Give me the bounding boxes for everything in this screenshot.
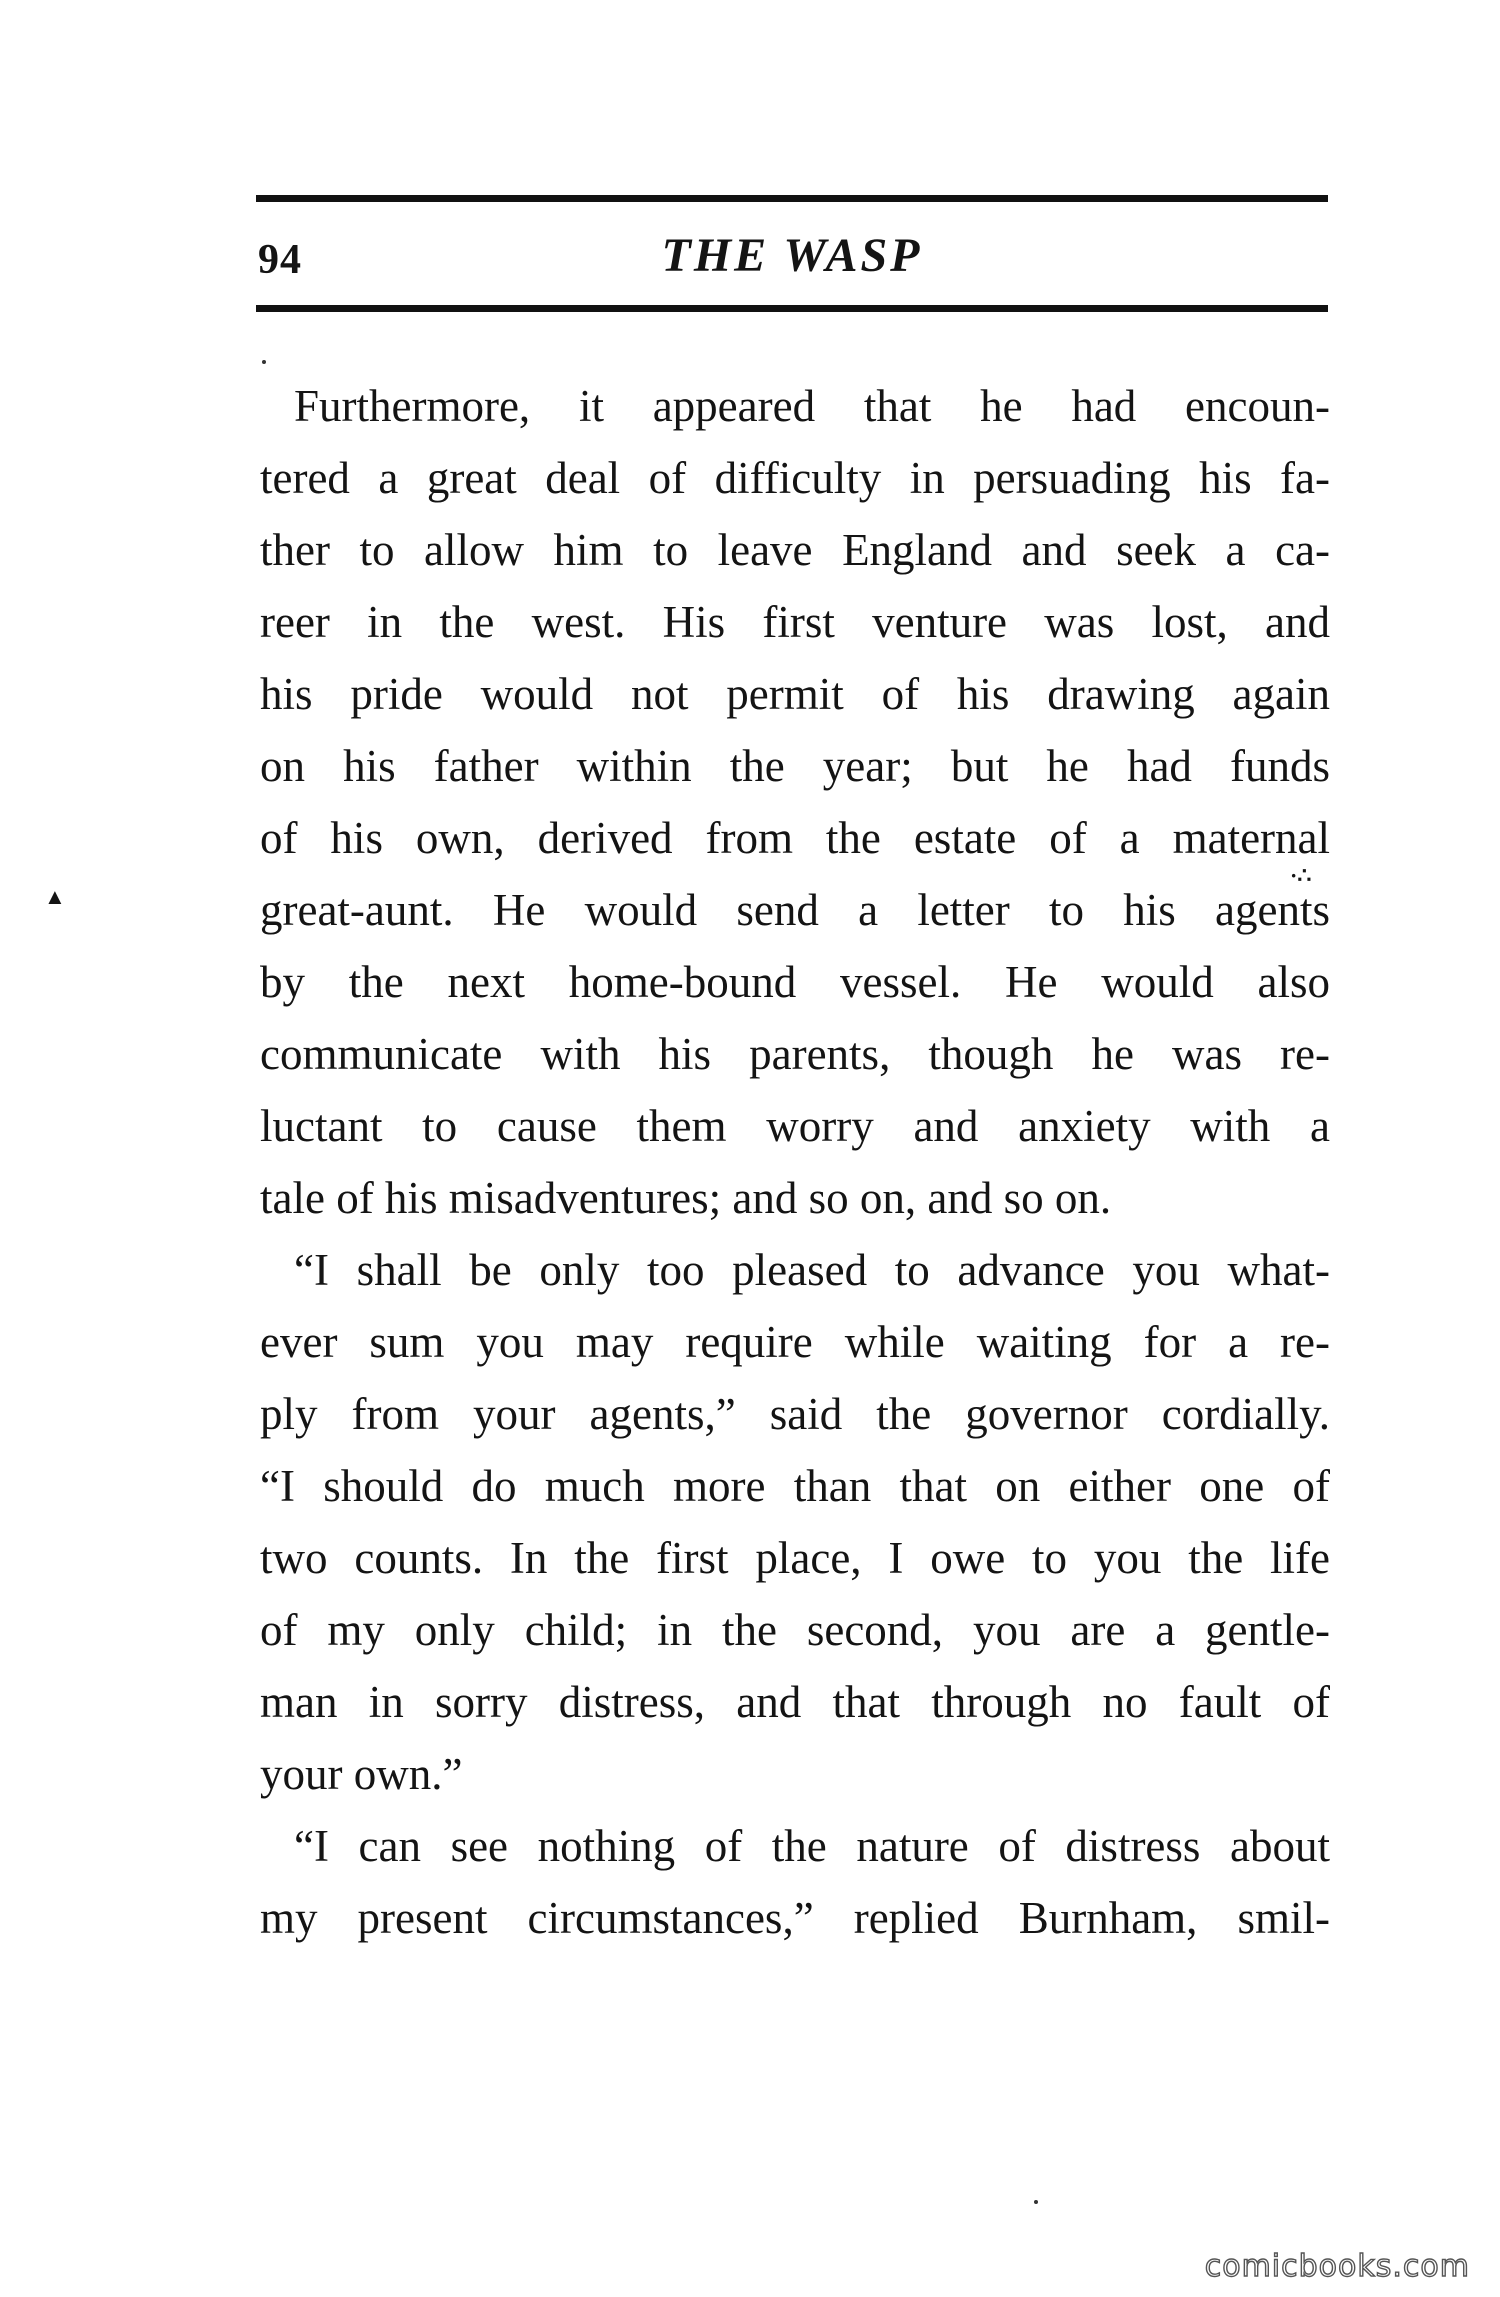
text-line: on his father within the year; but he had funds xyxy=(260,741,1330,791)
running-title: THE WASP xyxy=(661,229,923,282)
text-line: ever sum you may require while waiting for a re- xyxy=(260,1317,1330,1367)
text-line: tered a great deal of difficulty in persuading his fa- xyxy=(260,453,1330,503)
text-line: his pride would not permit of his drawing again xyxy=(260,669,1330,719)
text-line: man in sorry distress, and that through no fault of xyxy=(260,1677,1330,1727)
text-line: luctant to cause them worry and anxiety with a xyxy=(260,1101,1330,1151)
text-line: two counts. In the first place, I owe to you the life xyxy=(260,1533,1330,1583)
text-line: Furthermore, it appeared that he had encoun- xyxy=(294,381,1330,431)
stray-ink-mark: ·∴ xyxy=(1290,863,1312,888)
text-line: communicate with his parents, though he was re- xyxy=(260,1029,1330,1079)
text-line: of his own, derived from the estate of a maternal xyxy=(260,813,1330,863)
header-rule-top xyxy=(256,195,1328,202)
header-rule-bottom xyxy=(256,305,1328,312)
ink-speck xyxy=(262,360,266,364)
margin-mark: ▲ xyxy=(44,884,66,909)
text-line: by the next home-bound vessel. He would also xyxy=(260,957,1330,1007)
text-line: of my only child; in the second, you are a gentle- xyxy=(260,1605,1330,1655)
text-line: my present circumstances,” replied Burnham, smil- xyxy=(260,1893,1330,1943)
ink-speck xyxy=(1034,2200,1038,2204)
text-line: “I shall be only too pleased to advance you what- xyxy=(294,1245,1330,1295)
text-line: your own.” xyxy=(260,1749,463,1799)
text-line: tale of his misadventures; and so on, and so on. xyxy=(260,1173,1112,1223)
text-line: great-aunt. He would send a letter to his agents xyxy=(260,885,1330,935)
body-text xyxy=(260,370,1330,1954)
text-line: “I can see nothing of the nature of distress about xyxy=(294,1821,1330,1871)
text-line: “I should do much more than that on either one of xyxy=(260,1461,1330,1511)
text-line: ply from your agents,” said the governor cordially. xyxy=(260,1389,1330,1439)
text-line: reer in the west. His first venture was lost, and xyxy=(260,597,1330,647)
watermark: comicbooks.com xyxy=(1204,2249,1470,2284)
page-number: 94 xyxy=(258,237,302,283)
text-line: ther to allow him to leave England and seek a ca- xyxy=(260,525,1330,575)
